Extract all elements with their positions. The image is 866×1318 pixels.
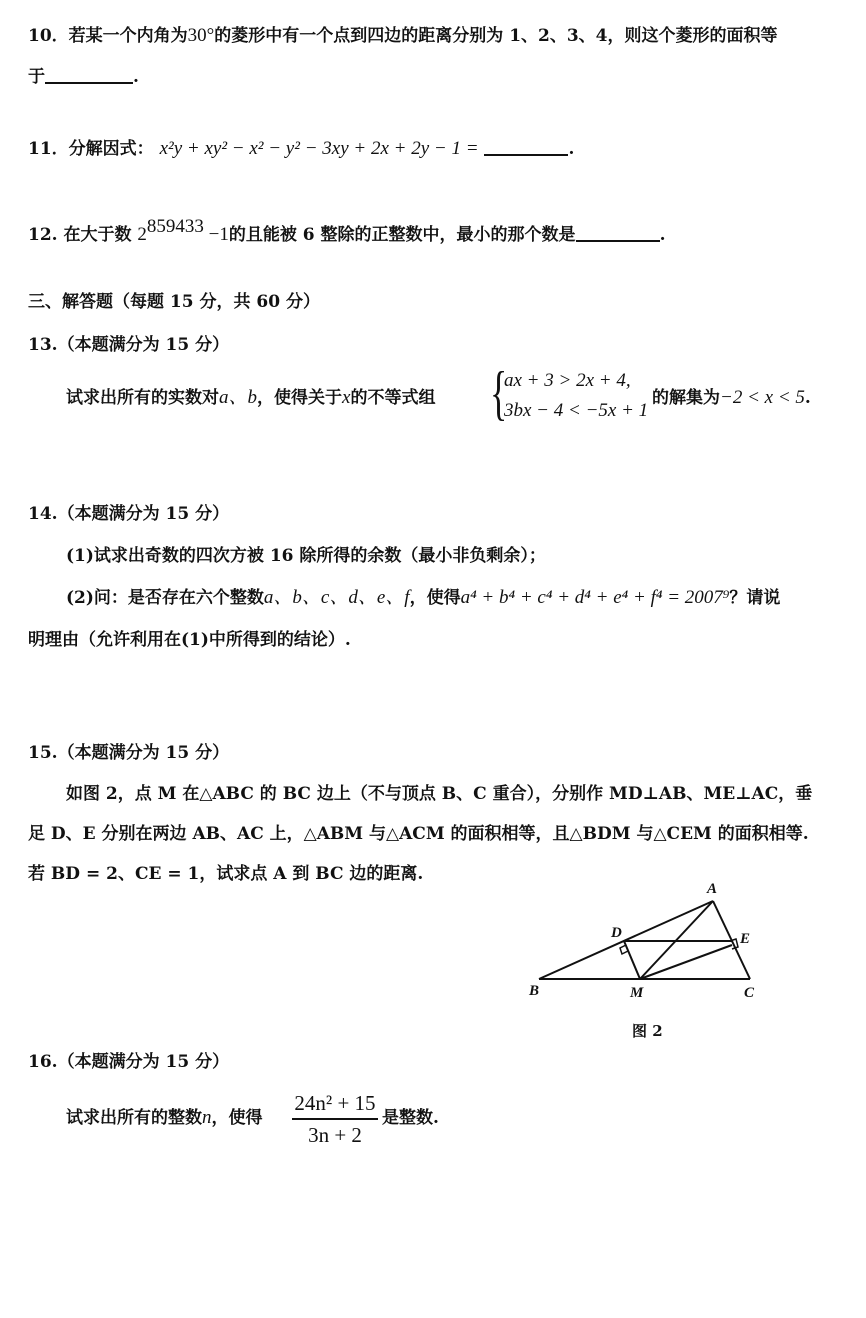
denominator: 3n + 2 (308, 1123, 362, 1147)
question-11: 11．分解因式： x²y + xy² − x² − y² − 3xy + 2x + 2y − 1 = . (28, 138, 575, 159)
label-b: B (529, 983, 540, 999)
math-expression: x²y + xy² − x² − y² − 3xy + 2x + 2y − 1 = (159, 138, 479, 159)
label-e: E (740, 931, 751, 947)
section-title: 三、解答题（每题 15 分，共 60 分） (28, 292, 320, 312)
question-number: 13. (28, 335, 58, 355)
question-10-line2: 于 . (28, 64, 139, 89)
fraction-bar (292, 1118, 378, 1120)
question-15-header (28, 741, 229, 765)
question-16-tail: 是整数. (382, 1108, 439, 1128)
question-13-body: 试求出所有的实数对a、b，使得关于x的不等式组 (66, 387, 436, 408)
question-14-part2: (2)问：是否存在六个整数a、b、c、d、e、f，使得a⁴ + b⁴ + c⁴ + d⁴ + e⁴ + f⁴ = 2007⁹？请说 (66, 587, 781, 608)
question-10-line1: 10．若某一个内角为30°的菱形中有一个点到四边的距离分别为 1、2、3、4，则这个菱形的面积等 (28, 25, 778, 46)
question-number: 11． (28, 139, 69, 159)
question-number: 16. (28, 1052, 58, 1072)
label-a: A (707, 881, 718, 897)
question-14-part2-cont: 明理由（允许利用在(1)中所得到的结论）. (28, 630, 351, 650)
answer-blank[interactable] (45, 64, 133, 84)
score-note: （本题满分为 15 分） (57, 743, 230, 763)
math-expression: a⁴ + b⁴ + c⁴ + d⁴ + e⁴ + f⁴ = 2007⁹ (460, 587, 730, 608)
answer-blank[interactable] (576, 222, 660, 242)
triangle-diagram (525, 875, 765, 1005)
question-number: 10． (28, 26, 69, 46)
question-16-body: 试求出所有的整数n，使得 (66, 1107, 263, 1128)
question-number: 12. (28, 225, 58, 245)
question-16-header (28, 1050, 229, 1074)
label-d: D (611, 925, 622, 941)
fraction (292, 1090, 378, 1148)
question-number: 15. (28, 743, 58, 763)
score-note: （本题满分为 15 分） (57, 1052, 230, 1072)
label-m: M (630, 985, 644, 1001)
inequality-system: { ax + 3 > 2x + 4, 3bx − 4 < −5x + 1 (490, 360, 649, 426)
numerator: 24n² + 15 (294, 1091, 376, 1115)
figure-caption: 图 2 (632, 1022, 663, 1040)
question-14-part1: (1)试求出奇数的四次方被 16 除所得的余数（最小非负剩余）； (66, 546, 546, 566)
triangle-figure (525, 875, 765, 1010)
question-13-tail: 的解集为−2 < x < 5. (652, 387, 811, 408)
question-number: 14. (28, 504, 58, 524)
question-14-header (28, 502, 229, 526)
left-brace: { (490, 360, 508, 426)
answer-blank[interactable] (484, 136, 568, 156)
question-15-line2: 足 D、E 分别在两边 AB、AC 上，△ABM 与△ACM 的面积相等，且△BDM 与△CEM 的面积相等. (28, 824, 809, 844)
score-note: （本题满分为 15 分） (57, 335, 230, 355)
exponent: 859433 (146, 216, 204, 237)
question-13-header (28, 333, 229, 357)
question-15-line1: 如图 2，点 M 在△ABC 的 BC 边上（不与顶点 B、C 重合），分别作 MD⊥AB、ME⊥AC，垂 (66, 784, 813, 804)
question-15-line3: 若 BD = 2、CE = 1，试求点 A 到 BC 边的距离. (28, 864, 424, 884)
score-note: （本题满分为 15 分） (57, 504, 230, 524)
question-12: 12. 在大于数 $2^{859433} -1$的且能被 6 整除的正整数中，最小的那个数是 . (28, 216, 666, 245)
angle-value: 30° (187, 25, 215, 46)
label-c: C (744, 985, 755, 1001)
